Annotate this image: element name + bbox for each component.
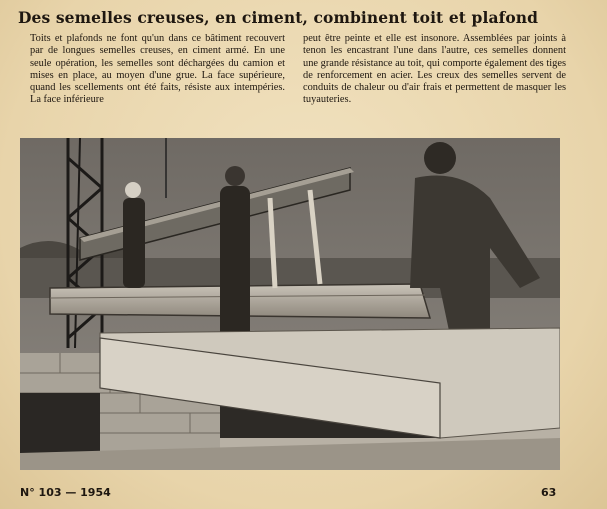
construction-photo-illustration bbox=[20, 138, 560, 470]
page-number: 63 bbox=[541, 486, 557, 499]
article-column-left: Toits et plafonds ne font qu'un dans ce bâtiment recouvert par de longues semelles creuses, en ciment armé. En une seule opération, les semelles sont déchargées du camion et mises en place, au moyen d'une grue. La face supérieure, quand les scellements ont été faits, résiste aux intempéries. La face inférieure bbox=[30, 33, 285, 106]
construction-photo bbox=[20, 138, 560, 470]
article-column-right: peut être peinte et elle est insonore. Assemblées par joints à tenon les encastrant l'une dans l'autre, ces semelles donnent une grande résistance au toit, qui comporte également des tiges de renforcement en acier. Les creux des semelles servent de conduits de chaleur ou d'air frais et permettent de masquer les tuyauteries. bbox=[303, 33, 566, 106]
issue-footer: N° 103 — 1954 bbox=[20, 486, 111, 499]
article-headline: Des semelles creuses, en ciment, combinent toit et plafond bbox=[18, 8, 539, 27]
